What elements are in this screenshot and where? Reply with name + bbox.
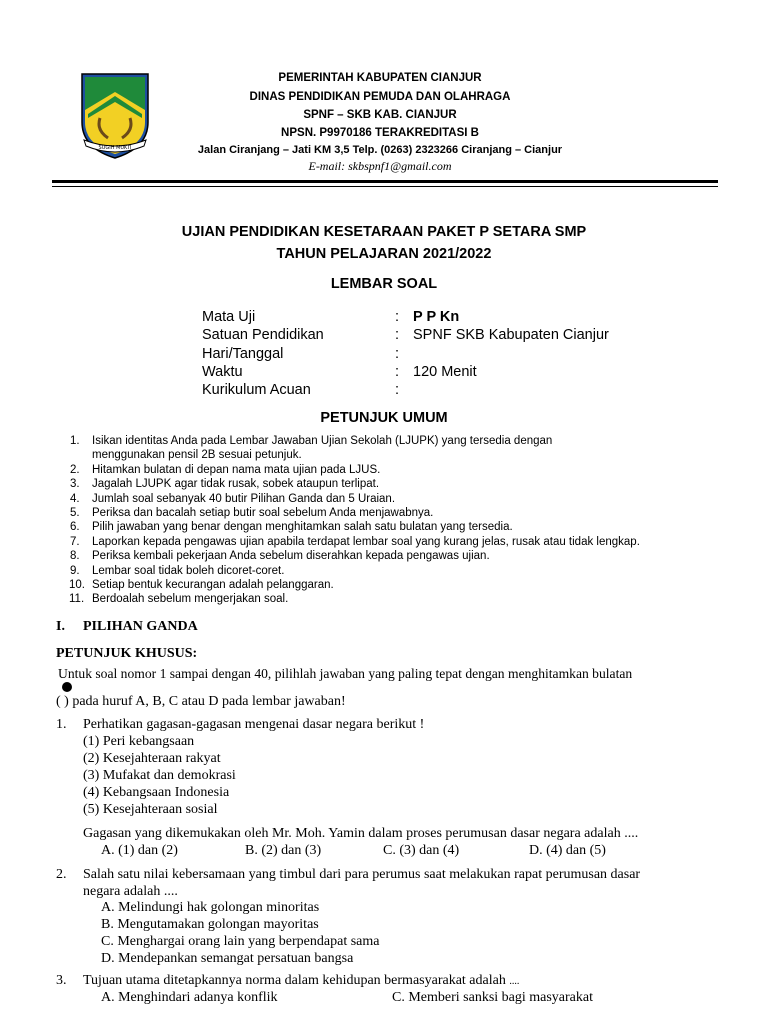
answer-option: C. Memberi sanksi bagi masyarakat (392, 990, 594, 1005)
question-dots: .... (509, 976, 520, 987)
info-value: SPNF SKB Kabupaten Cianjur (413, 327, 609, 343)
special-instructions-text: Untuk soal nomor 1 sampai dengan 40, pilihlah jawaban yang paling tepat dengan menghitamkan bulatan (58, 666, 633, 681)
instruction-text: Jagalah LJUPK agar tidak rusak, sobek ataupun terlipat. (92, 478, 380, 491)
info-colon: : (395, 364, 400, 380)
filled-bubble-icon (62, 682, 72, 692)
info-colon: : (395, 309, 400, 325)
question-number: 2. (56, 867, 67, 882)
question-text-main: Tujuan utama ditetapkannya norma dalam kehidupan bermasyarakat adalah (83, 973, 506, 988)
instruction-text: Isikan identitas Anda pada Lembar Jawaban Ujian Sekolah (LJUPK) yang tersedia dengan (92, 435, 553, 447)
question-text: Salah satu nilai kebersamaan yang timbul dari para perumus saat melakukan rapat perumusan dasar (83, 867, 641, 882)
exam-year: TAHUN PELAJARAN 2021/2022 (276, 246, 492, 262)
question-text: negara adalah .... (83, 884, 178, 899)
question-item: (2) Kesejahteraan rakyat (83, 751, 221, 766)
instruction-number: 6. (70, 521, 80, 534)
instruction-text: Jumlah soal sebanyak 40 butir Pilihan Ganda dan 5 Uraian. (92, 492, 396, 505)
instruction-text: menggunakan pensil 2B sesuai petunjuk. (92, 449, 302, 462)
question-item: (3) Mufakat dan demokrasi (83, 768, 236, 783)
instruction-number: 10. (69, 579, 85, 591)
info-label: Hari/Tanggal (202, 346, 284, 362)
exam-title: UJIAN PENDIDIKAN KESETARAAN PAKET P SETARA SMP (181, 224, 587, 240)
info-colon: : (395, 346, 400, 362)
info-value: P P Kn (413, 309, 460, 325)
instruction-text: Periksa dan bacalah setiap butir soal sebelum Anda menjawabnya. (92, 507, 434, 519)
question-text (83, 973, 519, 989)
question-item: (5) Kesejahteraan sosial (83, 802, 218, 817)
section-title: PILIHAN GANDA (83, 619, 198, 634)
answer-option: B. Mengutamakan golongan mayoritas (101, 917, 319, 932)
special-instructions-title: PETUNJUK KHUSUS: (56, 646, 198, 661)
sheet-title: LEMBAR SOAL (330, 276, 438, 292)
question-stem: Gagasan yang dikemukakan oleh Mr. Moh. Yamin dalam proses perumusan dasar negara adalah .... (83, 826, 639, 841)
info-label: Satuan Pendidikan (202, 327, 324, 343)
instruction-number: 7. (70, 535, 80, 548)
instruction-number: 2. (70, 463, 80, 476)
instruction-number: 9. (70, 564, 80, 577)
section-number: I. (56, 619, 65, 634)
instruction-text: Periksa kembali pekerjaan Anda sebelum diserahkan kepada pengawas ujian. (92, 550, 490, 563)
question-item: (4) Kebangsaan Indonesia (83, 785, 230, 800)
letterhead-line: SPNF – SKB KAB. CIANJUR (303, 109, 457, 121)
answer-option: C. Menghargai orang lain yang berpendapat sama (101, 934, 380, 949)
question-number: 3. (56, 973, 67, 988)
letterhead-line: NPSN. P9970186 TERAKREDITASI B (281, 127, 479, 139)
info-label: Kurikulum Acuan (202, 382, 311, 398)
instruction-number: 8. (70, 550, 80, 563)
instruction-text: Berdoalah sebelum mengerjakan soal. (92, 593, 289, 606)
answer-option: B. (2) dan (3) (245, 843, 322, 858)
instructions-title: PETUNJUK UMUM (320, 410, 448, 426)
letterhead-line: DINAS PENDIDIKAN PEMUDA DAN OLAHRAGA (249, 91, 511, 103)
instruction-number: 11. (69, 593, 85, 606)
divider-thick (52, 180, 718, 183)
letterhead-line: PEMERINTAH KABUPATEN CIANJUR (278, 72, 482, 84)
question-number: 1. (56, 717, 67, 732)
answer-option: A. Menghindari adanya konflik (101, 990, 278, 1005)
instruction-text: Lembar soal tidak boleh dicoret-coret. (92, 564, 285, 577)
instruction-text: Hitamkan bulatan di depan nama mata ujian pada LJUS. (92, 463, 381, 476)
letterhead-email: E-mail: skbspnf1@gmail.com (308, 159, 452, 173)
instruction-number: 5. (70, 507, 80, 519)
answer-option: A. Melindungi hak golongan minoritas (101, 900, 320, 915)
info-value: 120 Menit (413, 364, 477, 380)
instruction-text: Laporkan kepada pengawas ujian apabila terdapat lembar soal yang kurang jelas, rusak atau tidak lengkap. (92, 535, 640, 548)
question-item: (1) Peri kebangsaan (83, 734, 195, 749)
special-instructions-text: ( ) pada huruf A, B, C atau D pada lembar jawaban! (56, 694, 346, 709)
info-colon: : (395, 382, 400, 398)
divider-thin (52, 186, 718, 187)
instruction-number: 4. (70, 492, 80, 505)
info-label: Waktu (202, 364, 243, 380)
svg-text:SUGIH MUKTI: SUGIH MUKTI (98, 145, 132, 151)
question-text: Perhatikan gagasan-gagasan mengenai dasar negara berikut ! (83, 717, 425, 732)
instruction-text: Pilih jawaban yang benar dengan menghitamkan salah satu bulatan yang tersedia. (92, 521, 513, 534)
instruction-text: Setiap bentuk kecurangan adalah pelanggaran. (92, 579, 334, 591)
answer-option: D. Mendepankan semangat persatuan bangsa (101, 951, 354, 966)
instruction-number: 1. (70, 435, 80, 447)
info-colon: : (395, 327, 400, 343)
answer-option: A. (1) dan (2) (101, 843, 178, 858)
instruction-number: 3. (70, 478, 80, 491)
answer-option: C. (3) dan (4) (383, 843, 460, 858)
letterhead (150, 70, 610, 175)
letterhead-address: Jalan Ciranjang – Jati KM 3,5 Telp. (0263) 2323266 Ciranjang – Cianjur (197, 144, 563, 156)
info-label: Mata Uji (202, 309, 256, 325)
answer-option: D. (4) dan (5) (529, 843, 606, 858)
